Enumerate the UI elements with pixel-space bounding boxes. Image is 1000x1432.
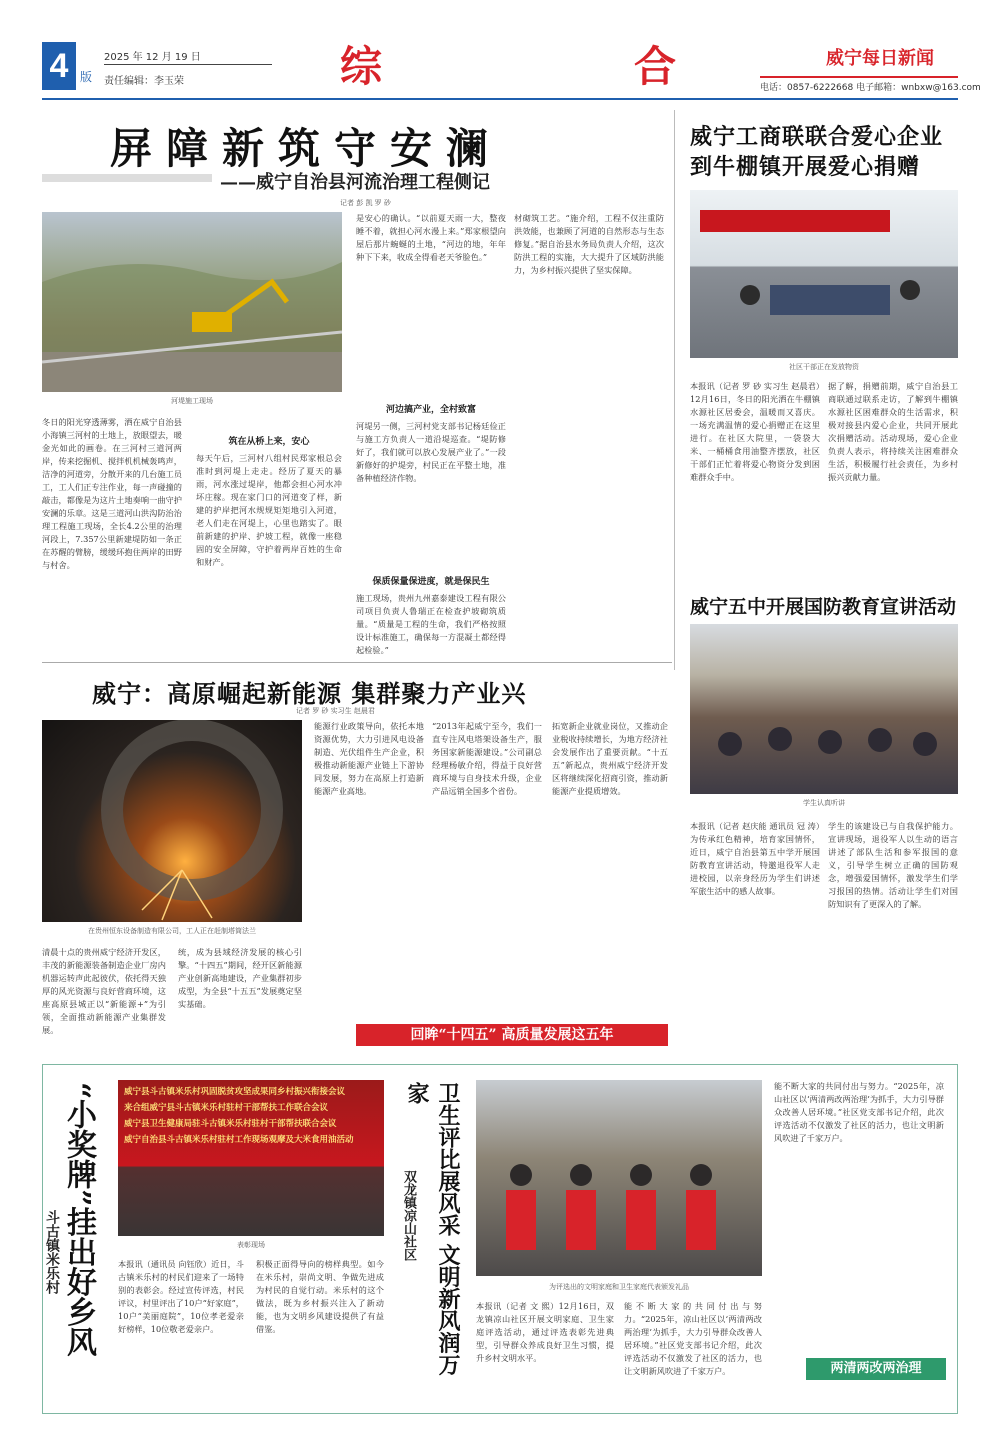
article2-col3-text: 能源行业政策导向，依托本地资源优势，大力引进风电设备制造、光伏组件生产企业，积极推动新能源产业链上下游协同发展，努力在高原上打造新能源产业高地。 [314,721,424,796]
section-divider [42,662,672,663]
header-rule [104,64,272,65]
article1-col5-text: 材砌筑工艺。“施介绍，工程不仅注重防洪效能，也兼顾了河道的自然形态与生态修复。”据自治县水务局负责人介绍，这次防洪工程的实施，大大提升了区域防洪能力，为乡村振兴提供了坚实保障。 [514,213,664,275]
article2-byline: 记者 罗 砂 实习生 赵晨君 [296,707,375,715]
article5-photo [118,1080,384,1236]
article4-text-2: 学生的该建设已与自我保护能力。宣讲现场，退役军人以生动的语言讲述了部队生活和参军报国的意义，引导学生树立正确的国防观念，增强爱国情怀，激发学生们学习报国的热情。活动让学生们对国防知识有了更深入的了解。 [828,821,958,909]
article6-subheadline [394,1170,418,1310]
article1-subheadline: ——威宁自治县河流治理工程侧记 [220,172,490,193]
article2-photo [42,720,302,922]
article1-headline: 屏障新筑守安澜 [110,124,503,173]
header-divider [42,98,958,100]
article4-text-1: 本报讯（记者 赵庆能 通讯员 冠 涛）为传承红色精神，培育家国情怀，近日，威宁自治县第五中学开展国防教育宣讲活动，特邀退役军人走进校园，以亲身经历为学生们讲述军旅生活中的感人故事。 [690,821,820,896]
contact-info: 电话：0857-6222668 电子邮箱：wnbxw@163.com [760,83,981,93]
section-char-1: 综 [340,42,387,91]
article5-banner-line: 威宁县卫生健康局驻斗古镇米乐村驻村干部帮扶联合会议 [124,1119,337,1129]
article6-subheadline-text: 双龙镇凉山社区 [401,1170,416,1261]
brand-rule [760,76,958,78]
section-char-2: 合 [633,42,680,91]
article6-text-2-continued: 能不断大家的共同付出与努力。“2025年，凉山社区以‘两清两改两治理’为抓手，大力引导群众改善人居环境。”社区党支部书记介绍，此次评选活动不仅激发了社区的活力，也让文明新风吹进了千家万户。 [774,1081,944,1143]
article3-text-1: 本报讯（记者 罗 砂 实习生 赵晨君）12月16日，冬日的阳光洒在牛棚镇水源社区居委会，温暖而又喜庆。一场充满温情的爱心捐赠正在这里进行。在社区大院里，一袋袋大米、一桶桶食用油整齐摆放，社区干部们正忙着将爱心物资分发到困难群众手中。 [690,381,820,482]
article1-col2-heading: 筑在从桥上来，安心 [228,437,310,447]
page-suffix: 版 [80,70,93,84]
article2-col1-text: 清晨十点的贵州威宁经济开发区，丰茂的新能源装备制造企业厂房内机器运转声此起彼伏，依托得天独厚的风光资源与良好营商环境，这座高原县城正以“新能源+”为引领，全面推动新能源产业集群发展。 [42,947,166,1035]
article4-photo [690,624,958,794]
article3-headline-2: 到牛棚镇开展爱心捐赠 [690,154,921,180]
article2-banner: 回眸“十四五” 高质量发展这五年 [356,1024,668,1046]
article6-text-3 [774,1080,944,1350]
article5-subheadline [42,1210,62,1330]
article1-photo [42,212,342,392]
article1-photo-caption: 河堤施工现场 [171,397,213,405]
column-divider [674,110,675,670]
article2-headline: 威宁：高原崛起新能源 集群聚力产业兴 [92,679,527,708]
article5-banner-line: 威宁县斗古镇米乐村巩固脱贫攻坚成果同乡村振兴衔接会议 [124,1087,346,1097]
article1-col3-text2: 河堤另一侧，三河村党支部书记杨廷俭正与施工方负责人一道沿堤巡查。“堤防修好了，我们就可以放心发展产业了。”一段新修好的护堤旁，村民正在平整土地，准备种植经济作物。 [356,421,506,483]
article5-banner-line: 来合组威宁县斗古镇米乐村驻村干部帮扶工作联合会议 [124,1103,329,1113]
article5-banner-list [118,1080,384,1152]
article3-photo [690,190,958,358]
article2-col2-text: 统，成为县域经济发展的核心引擎。“十四五”期间，经开区新能源产业创新高地建设，产业集群初步成型，为全县“十五五”发展奠定坚实基础。 [178,947,302,1009]
article1-col3-text: 是安心的确认。“以前夏天雨一大，整夜睡不着，就担心河水漫上来。”郑家根望向屋后那片蜿蜒的土地，“河边的地，年年种下下来，收成全得看老天爷脸色。” [356,213,506,262]
article2-col5-text: 拓宽新企业就业岗位，又推动企业税收持续增长，为地方经济社会发展作出了重要贡献。“十五五”新起点，贵州威宁经济开发区将继续深化招商引资，推动新能源产业提质增效。 [552,721,668,796]
article2-photo-caption: 在贵州恒东设备制造有限公司，工人正在赶制塔筒法兰 [88,927,256,935]
article1-intro: 冬日的阳光穿透薄雾，洒在威宁自治县小海镇三河村的土地上，放眼望去，暖金光如此的画卷。在三河村三道河两岸，传来挖掘机、搅拌机机械轰鸣声，洁净的河道旁，分散开来的几台施工员工，工人们正专注作业，每一声碰撞的敲击，都像是为这片土地奏响一曲守护安澜的乐章。这是三道河山洪沟防治治理工程施工现场，全长4.2公里的治理河段上，7.357公里新建堤防如一条正在苏醒的臂膀，缓缓环抱住两岸的田野与村舍。 [42,417,182,570]
article1-col4-heading: 保质保量保进度，就是保民生 [372,577,490,587]
students-scene-icon [690,624,958,794]
donation-scene-icon [690,190,958,358]
issue-date: 2025 年 12 月 19 日 [104,52,201,63]
article1-title-bar [42,174,212,182]
editor-credit: 责任编辑：李玉荣 [104,76,184,87]
article1-byline: 记者 彭 凯 罗 砂 [340,199,391,207]
article6-photo-caption: 为评选出的文明家庭和卫生家庭代表颁发礼品 [549,1283,689,1291]
section-title [340,34,680,94]
article3-photo-caption: 社区干部正在发放物资 [789,363,859,371]
excavator-scene-icon [42,212,342,392]
article5-headline [60,1082,100,1382]
article4-headline: 威宁五中开展国防教育宣讲活动 [690,596,957,618]
page-number: 4 [42,42,76,90]
article6-banner: 两清两改两治理 [806,1358,946,1380]
brand-logo: 威宁每日新闻 [826,48,934,69]
article5-subheadline-text: 斗古镇米乐村 [44,1210,60,1294]
article1-col2-text: 每天午后，三河村八组村民郑家根总会准时到河堤上走走。经历了夏天的暴雨，河水涨过堤岸，他都会担心河水冲坏庄稼。现在家门口的河道变了样，新建的护岸把河水规规矩矩地引入河道，老人们走在河堤上，心里也踏实了。眼前新建的护岸、护坡工程，就像一座稳固的安全屏障，守护着两岸百姓的生命和财产。 [196,453,342,567]
article6-text-1: 本报讯（记者 文 熙）12月16日，双龙镇凉山社区开展文明家庭、卫生家庭评选活动，通过评选表彰先进典型，引导群众养成良好卫生习惯，提升乡村文明水平。 [476,1301,614,1363]
article5-photo-caption: 表彰现场 [237,1241,265,1249]
article2-col4-text: “2013年起威宁至今，我们一直专注风电塔架设备生产，服务国家新能源建设。”公司副总经理杨敏介绍，得益于良好营商环境与自身技术升级，企业产品远销全国多个省份。 [432,721,542,796]
article6-text-2: 能不断大家的共同付出与努力。“2025年，凉山社区以‘两清两改两治理’为抓手，大力引导群众改善人居环境。”社区党支部书记介绍，此次评选活动不仅激发了社区的活力，也让文明新风吹进了千家万户。 [624,1301,762,1376]
article6-photo [476,1080,762,1276]
article5-text-2: 积极正面得导向的榜样典型。如今在米乐村，崇尚文明、争做先进成为村民的自觉行动。米乐村的这个做法，既为乡村振兴注入了新动能，也为文明乡风建设提供了有益借鉴。 [256,1259,384,1334]
article3-headline-1: 威宁工商联联合爱心企业 [690,124,944,150]
article5-text-1: 本报讯（通讯员 向钰欣）近日，斗古镇米乐村的村民们迎来了一场特别的表彰会。经过宣传评选，村民评议，村里评出了10户“好家庭”，10户“美丽庭院”，10位孝老爱亲好榜样，10位敬老爱亲户。 [118,1259,244,1334]
article5-banner-line: 威宁自治县斗古镇米乐村驻村工作现场观摩及大米食用油活动 [124,1135,354,1145]
article1-col4-text: 施工现场，贵州九州嘉泰建设工程有限公司项目负责人鲁瑞正在检查护坡砌筑质量。“质量是工程的生命，我们严格按照设计标准施工，确保每一方混凝土都经得起检验。” [356,593,506,655]
welding-scene-icon [42,720,302,922]
article6-headline-text: 卫生评比展风采 文明新风润万家 [404,1082,461,1376]
article1-col3-heading: 河边搞产业，全村致富 [385,405,476,415]
article3-text-2: 据了解，捐赠前期，威宁自治县工商联通过联系走访，了解到牛棚镇水源社区困难群众的生活需求，积极对接县内爱心企业，共同开展此次捐赠活动。活动现场，爱心企业负责人表示，将持续关注困难群众生活，积极履行社会责任，为乡村振兴贡献力量。 [828,381,958,482]
article4-photo-caption: 学生认真听讲 [803,799,845,807]
article5-headline-text: “小奖牌”挂出好乡风 [61,1082,96,1357]
award-scene-icon [476,1080,762,1276]
